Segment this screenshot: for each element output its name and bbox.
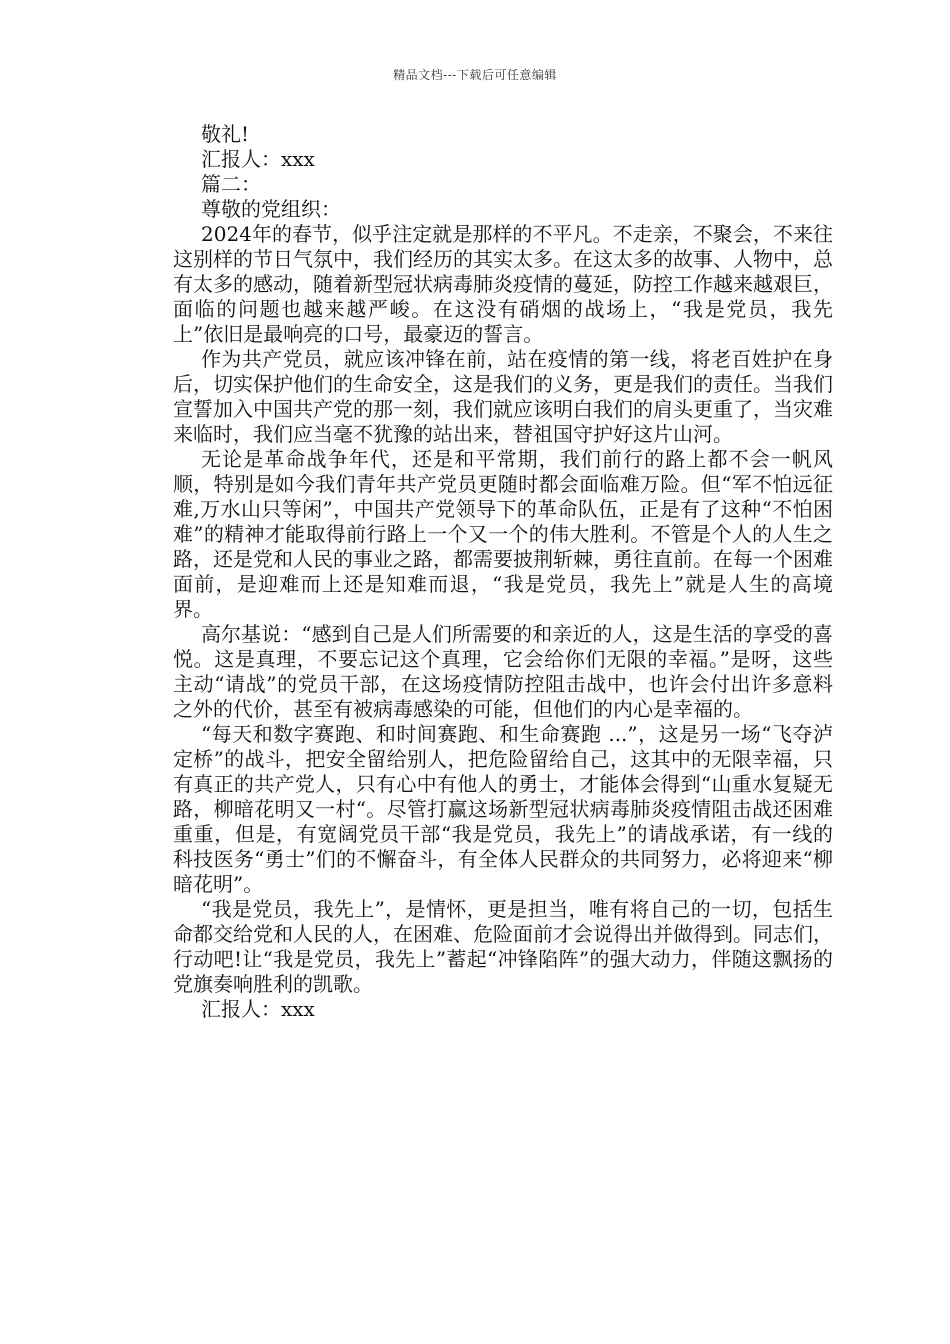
document-body xyxy=(173,122,833,1022)
paragraph-4: 高尔基说：“感到自己是人们所需要的和亲近的人，这是生活的享受的喜悦。这是真理，不要忘记这个真理，它会给你们无限的幸福。”是呀，这些主动“请战”的党员干部，在这场疫情防控阻击战中，也许会付出许多意料之外的代价，甚至有被病毒感染的可能，但他们的内心是幸福的。 xyxy=(173,622,833,721)
section-title: 篇二： xyxy=(201,172,261,196)
signature: 汇报人：xxx xyxy=(201,997,315,1021)
closing-reporter: 汇报人：xxx xyxy=(201,147,315,171)
paragraph-1: 2024年的春节，似乎注定就是那样的不平凡。不走亲，不聚会，不来往这别样的节日气氛中，我们经历的其实太多。在这太多的故事、人物中，总有太多的感动，随着新型冠状病毒肺炎疫情的蔓延，防控工作越来越艰巨，面临的问题也越来越严峻。在这没有硝烟的战场上，“我是党员，我先上”依旧是最响亮的口号，最豪迈的誓言。 xyxy=(173,222,833,346)
paragraph-2: 作为共产党员，就应该冲锋在前，站在疫情的第一线，将老百姓护在身后，切实保护他们的生命安全，这是我们的义务，更是我们的责任。当我们宣誓加入中国共产党的那一刻，我们就应该明白我们的肩头更重了，当灾难来临时，我们应当毫不犹豫的站出来，替祖国守护好这片山河。 xyxy=(173,347,833,446)
paragraph-5: “每天和数字赛跑、和时间赛跑、和生命赛跑 ...”，这是另一场“飞夺泸定桥”的战斗，把安全留给别人，把危险留给自己，这其中的无限幸福，只有真正的共产党人，只有心中有他人的勇士，才能体会得到“山重水复疑无路，柳暗花明又一村“。尽管打赢这场新型冠状病毒肺炎疫情阻击战还困难重重，但是，有宽阔党员干部“我是党员，我先上”的请战承诺，有一线的科技医务“勇士”们的不懈奋斗，有全体人民群众的共同努力，必将迎来“柳暗花明”。 xyxy=(173,722,833,896)
page-header: 精品文档---下载后可任意编辑 xyxy=(393,68,557,82)
closing-salute: 敬礼! xyxy=(201,122,250,146)
paragraph-6: “我是党员，我先上”，是情怀，更是担当，唯有将自己的一切，包括生命都交给党和人民的人，在困难、危险面前才会说得出并做得到。同志们，行动吧!让“我是党员，我先上”蓄起“冲锋陷阵”的强大动力，伴随这飘扬的党旗奏响胜利的凯歌。 xyxy=(173,897,833,996)
greeting: 尊敬的党组织： xyxy=(201,197,341,221)
paragraph-3: 无论是革命战争年代，还是和平常期，我们前行的路上都不会一帆风顺，特别是如今我们青年共产党员更随时都会面临难万险。但“军不怕远征难,万水山只等闲”，中国共产党领导下的革命队伍，正是有了这种“不怕困难”的精神才能取得前行路上一个又一个的伟大胜利。不管是个人的人生之路，还是党和人民的事业之路，都需要披荆斩棘，勇往直前。在每一个困难面前，是迎难而上还是知难而退，“我是党员，我先上”就是人生的高境界。 xyxy=(173,447,833,621)
